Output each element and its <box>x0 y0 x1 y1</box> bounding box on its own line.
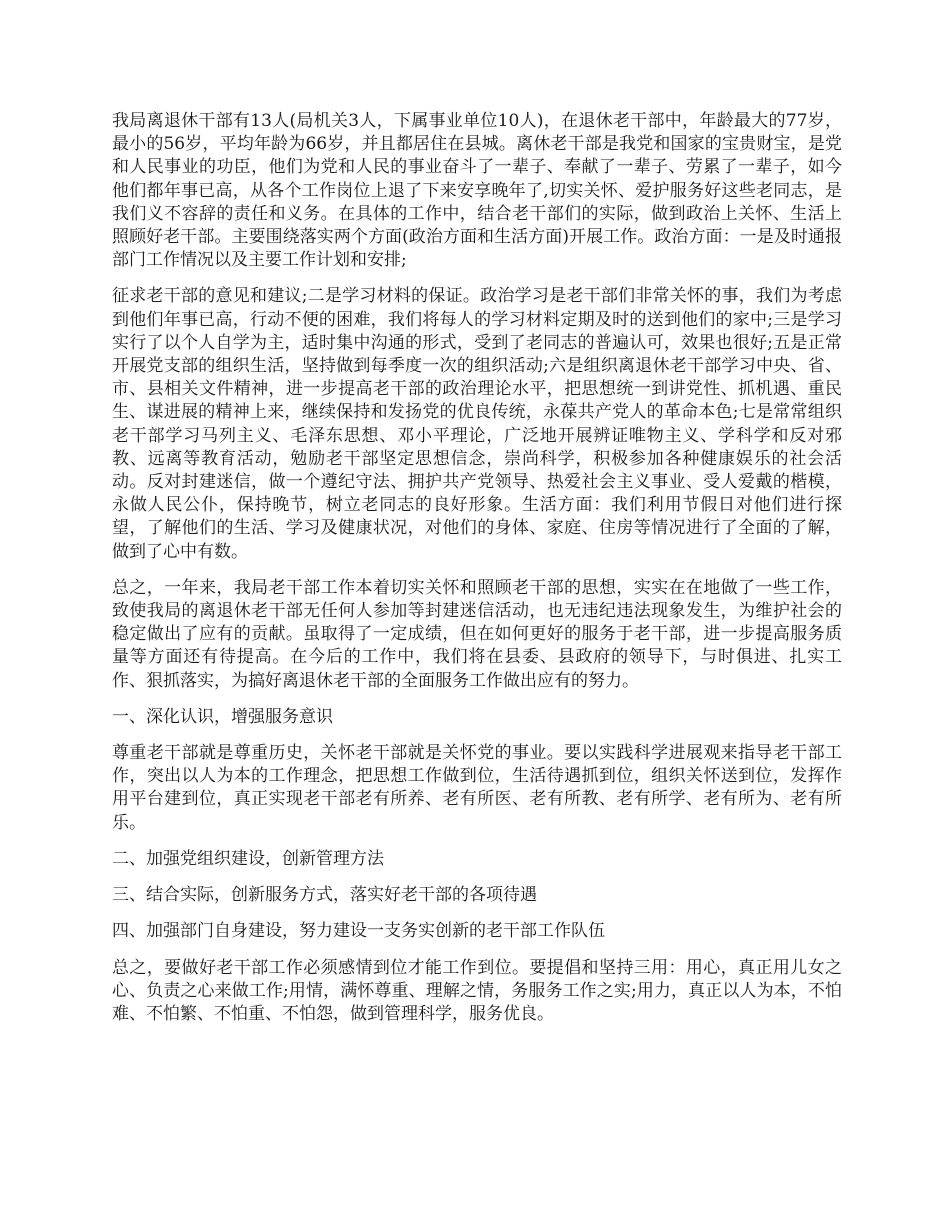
paragraph-annual-summary: 总之，一年来，我局老干部工作本着切实关怀和照顾老干部的思想，实实在在地做了一些工作，致使我局的离退休老干部无任何人参加等封建迷信活动，也无违纪违法现象发生，为维护社会的稳定做出了应有的贡献。虽取得了一定成绩，但在如何更好的服务于老干部，进一步提高服务质量等方面还有待提高。在今后的工作中，我们将在县委、县政府的领导下，与时俱进、扎实工作、狠抓落实，为搞好离退休老干部的全面服务工作做出应有的努力。 <box>112 577 842 691</box>
section-heading-2: 二、加强党组织建设，创新管理方法 <box>112 848 384 869</box>
paragraph-retirees-overview: 我局离退休干部有13人(局机关3人，下属事业单位10人)，在退休老干部中，年龄最大的77岁，最小的56岁，平均年龄为66岁，并且都居住在县城。离休老干部是我党和国家的宝贵财宝，是党和人民事业的功臣，他们为党和人民的事业奋斗了一辈子、奉献了一辈子、劳累了一辈子，如今他们都年事已高，从各个工作岗位上退了下来安享晚年了,切实关怀、爱护服务好这些老同志，是我们义不容辞的责任和义务。在具体的工作中，结合老干部们的实际，做到政治上关怀、生活上照顾好老干部。主要围绕落实两个方面(政治方面和生活方面)开展工作。政治方面：一是及时通报部门工作情况以及主要工作计划和安排; <box>112 111 842 271</box>
document-body <box>112 110 842 1039</box>
paragraph-political-and-life-work: 征求老干部的意见和建议;二是学习材料的保证。政治学习是老干部们非常关怀的事，我们为考虑到他们年事已高，行动不便的困难，我们将每人的学习材料定期及时的送到他们的家中;三是学习实行了以个人自学为主，适时集中沟通的形式，受到了老同志的普遍认可，效果也很好;五是正常开展党支部的组织生活，坚持做到每季度一次的组织活动;六是组织离退休老干部学习中央、省、市、县相关文件精神，进一步提高老干部的政治理论水平，把思想统一到讲党性、抓机遇、重民生、谋进展的精神上来，继续保持和发扬党的优良传统，永葆共产党人的革命本色;七是常常组织老干部学习马列主义、毛泽东思想、邓小平理论，广泛地开展辨证唯物主义、学科学和反对邪教、远离等教育活动，勉励老干部坚定思想信念，崇尚科学，积极参加各种健康娱乐的社会活动。反对封建迷信，做一个遵纪守法、拥护共产党领导、热爱社会主义事业、受人爱戴的楷模，永做人民公仆，保持晚节，树立老同志的良好形象。生活方面：我们利用节假日对他们进行探望，了解他们的生活、学习及健康状况，对他们的身体、家庭、住房等情况进行了全面的了解，做到了心中有数。 <box>112 286 842 562</box>
section-heading-1: 一、深化认识，增强服务意识 <box>112 706 333 727</box>
section-heading-3: 三、结合实际，创新服务方式，落实好老干部的各项待遇 <box>112 885 537 906</box>
section-heading-4: 四、加强部门自身建设，努力建设一支务实创新的老干部工作队伍 <box>112 921 605 942</box>
paragraph-conclusion: 总之，要做好老干部工作必须感情到位才能工作到位。要提倡和坚持三用：用心，真正用儿女之心、负责之心来做工作;用情，满怀尊重、理解之情，务服务工作之实;用力，真正以人为本，不怕难、不怕繁、不怕重、不怕怨，做到管理科学，服务优良。 <box>112 957 842 1024</box>
paragraph-respect-veterans: 尊重老干部就是尊重历史，关怀老干部就是关怀党的事业。要以实践科学进展观来指导老干部工作，突出以人为本的工作理念，把思想工作做到位，生活待遇抓到位，组织关怀送到位，发挥作用平台建到位，真正实现老干部老有所养、老有所医、老有所教、老有所学、老有所为、老有所乐。 <box>112 743 842 833</box>
